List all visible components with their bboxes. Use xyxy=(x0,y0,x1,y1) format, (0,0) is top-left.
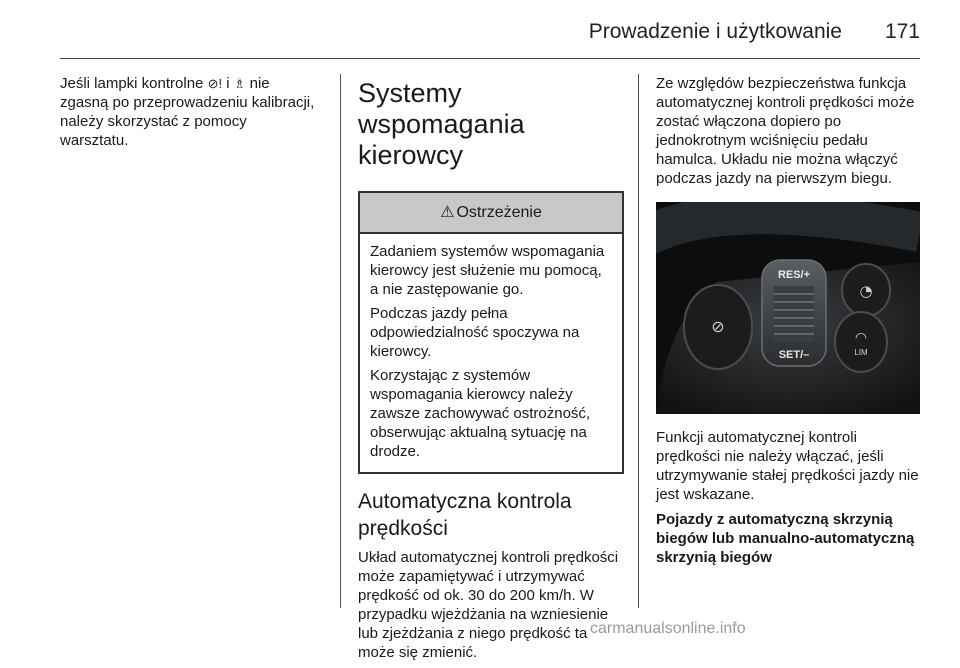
svg-text:⊘: ⊘ xyxy=(711,317,725,336)
column-middle xyxy=(358,74,624,668)
page-header xyxy=(0,0,960,60)
warning-triangle-icon: ⚠ xyxy=(440,204,455,221)
steering-warning-icon: ⊘! xyxy=(207,76,223,91)
body-paragraph: Ze względów bezpieczeństwa funkcja automatycznej kontroli prędkości może zostać włączona dopiero po jednokrotnym wciśnięciu pedału hamulca. Układu nie można włączyć podczas jazdy na pierwszym biegu. xyxy=(656,75,915,187)
warning-paragraph: Podczas jazdy pełna odpowiedzialność spoczywa na kierowcy. xyxy=(370,305,580,360)
steering-wheel-controls-photo xyxy=(656,202,920,414)
warning-paragraph: Zadaniem systemów wspomagania kierowcy jest służenie mu pomocą, a nie zastępowanie go. xyxy=(370,243,605,298)
column-divider xyxy=(340,74,341,608)
svg-text:◠: ◠ xyxy=(854,330,868,346)
column-right xyxy=(656,74,922,573)
warning-paragraph: Korzystając z systemów wspomagania kierowcy należy zawsze zachowywać ostrożność, obserwując aktualną sytuację na drodze. xyxy=(370,367,591,460)
bold-subheading: Pojazdy z automatyczną skrzynią biegów lub manualno-automatyczną skrzynią biegów xyxy=(656,511,915,566)
svg-text:◔: ◔ xyxy=(859,282,873,300)
warning-box xyxy=(358,191,624,474)
column-left xyxy=(60,74,315,156)
body-paragraph: Układ automatycznej kontroli prędkości może zapamiętywać i utrzymywać prędkość od ok. 30 do 200 km/h. W przypadku wjeżdżania na wzniesienie lub zjeżdżania z niego prędkość ta może się zmienić. xyxy=(358,549,619,661)
column-divider xyxy=(638,74,639,608)
page-title: Prowadzenie i użytkowanie xyxy=(588,20,842,43)
page-number: 171 xyxy=(884,20,920,43)
warning-body xyxy=(360,234,622,472)
header-rule xyxy=(60,58,920,59)
section-heading: Systemy wspomagania kierowcy xyxy=(358,78,525,170)
body-paragraph: Funkcji automatycznej kontroli prędkości nie należy włączać, jeśli utrzymywanie stałej prędkości jazdy nie jest wskazane. xyxy=(656,429,919,503)
warning-header xyxy=(360,193,622,234)
watermark: carmanualsonline.info xyxy=(590,620,746,637)
esp-icon: ♗ xyxy=(233,76,246,91)
lim-label: LIM xyxy=(854,348,868,357)
calibration-note: Jeśli lampki kontrolne ⊘! i ♗ nie zgasną po przeprowadzeniu kalibracji, należy skorzystać z pomocy warsztatu. xyxy=(60,75,315,149)
steering-wheel-illustration xyxy=(656,202,920,414)
subsection-heading: Automatyczna kontrola prędkości xyxy=(358,490,572,540)
res-label: RES/+ xyxy=(777,269,811,281)
warning-title: Ostrzeżenie xyxy=(456,204,542,221)
set-label: SET/– xyxy=(778,349,810,361)
